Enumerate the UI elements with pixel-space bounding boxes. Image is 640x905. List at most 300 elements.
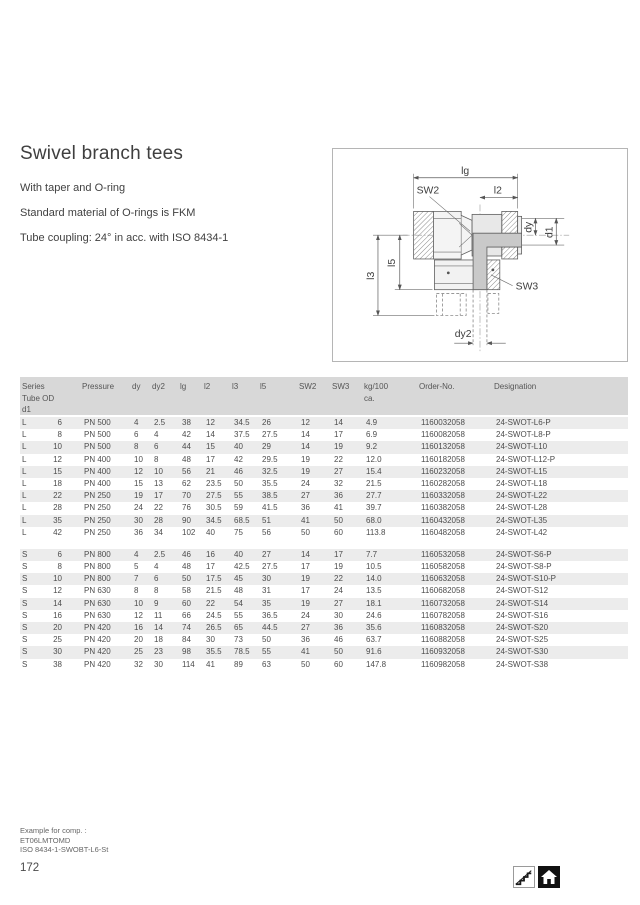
cell-pressure: PN 630 <box>84 598 111 608</box>
cell-order-no: 1160382058 <box>421 503 465 513</box>
cell-sw2: 12 <box>301 418 310 427</box>
cell-l3: 75 <box>234 527 243 537</box>
cell-pressure: PN 250 <box>84 491 111 501</box>
cell-l5: 50 <box>262 635 271 645</box>
table-row <box>20 646 628 658</box>
cell-l2: 27.5 <box>206 491 222 501</box>
cell-dy: 10 <box>134 598 143 608</box>
cell-designation: 24-SWOT-L12-P <box>496 454 556 464</box>
dim-label-l5: l5 <box>386 258 398 267</box>
dim-label-l3: l3 <box>366 271 377 280</box>
cell-l3: 48 <box>234 586 243 596</box>
cell-tube-od: 6 <box>57 418 62 427</box>
cell-sw3: 17 <box>334 430 343 440</box>
cell-l3: 54 <box>234 598 243 608</box>
cell-pressure: PN 500 <box>84 430 111 440</box>
cell-l5: 44.5 <box>262 623 278 632</box>
cell-kg-100: 9.2 <box>366 442 378 452</box>
cell-lg: 70 <box>182 491 191 501</box>
cell-tube-od: 16 <box>53 610 62 620</box>
cell-sw3: 46 <box>334 635 343 645</box>
cell-dy2: 9 <box>154 598 159 608</box>
header-sw2: SW2 <box>299 382 317 391</box>
cell-sw2: 19 <box>301 454 310 464</box>
cell-sw3: 27 <box>334 598 343 608</box>
cell-sw3: 50 <box>334 647 343 657</box>
cell-l2: 21.5 <box>206 586 222 596</box>
dim-label-dy2: dy2 <box>454 329 472 341</box>
cell-designation: 24-SWOT-S14 <box>496 598 549 608</box>
spec-table-body <box>20 417 628 671</box>
cell-dy: 24 <box>134 503 143 513</box>
cell-dy2: 30 <box>154 659 163 669</box>
cell-l2: 21 <box>206 466 215 476</box>
cell-kg-100: 6.9 <box>366 430 378 440</box>
cell-l2: 22 <box>206 598 215 608</box>
cell-l5: 35.5 <box>262 478 278 488</box>
cell-tube-od: 15 <box>53 466 62 476</box>
cell-order-no: 1160832058 <box>421 623 465 632</box>
cell-sw3: 14 <box>334 418 343 427</box>
cell-lg: 42 <box>182 430 191 440</box>
cell-designation: 24-SWOT-L18 <box>496 478 548 488</box>
cell-l3: 55 <box>234 491 243 501</box>
footer-example <box>20 826 108 855</box>
cell-l5: 55 <box>262 647 271 657</box>
cell-l3: 40 <box>234 549 243 559</box>
header-designation: Designation <box>494 382 537 391</box>
cell-l2: 16 <box>206 549 215 559</box>
table-row <box>20 659 628 671</box>
cell-kg-100: 35.6 <box>366 623 382 632</box>
cell-kg-100: 7.7 <box>366 549 378 559</box>
cell-dy: 8 <box>134 586 139 596</box>
cell-l5: 36.5 <box>262 610 278 620</box>
dim-label-dy: dy <box>523 221 535 233</box>
cell-order-no: 1160682058 <box>421 586 465 596</box>
cell-series: S <box>22 598 28 608</box>
intro-line-1: With taper and O-ring <box>20 182 126 194</box>
cell-l3: 37.5 <box>234 430 250 440</box>
cell-kg-100: 21.5 <box>366 478 382 488</box>
table-row <box>20 502 628 514</box>
cell-pressure: PN 420 <box>84 635 111 645</box>
cell-sw2: 36 <box>301 635 310 645</box>
example-label: Example for comp. : <box>20 826 87 835</box>
cell-pressure: PN 400 <box>84 454 111 464</box>
cell-pressure: PN 250 <box>84 527 111 537</box>
intro-line-2: Standard material of O-rings is FKM <box>20 207 196 219</box>
header-series: Series <box>22 382 45 391</box>
cell-dy: 7 <box>134 574 139 584</box>
cell-sw2: 24 <box>301 478 310 488</box>
cell-designation: 24-SWOT-L28 <box>496 503 548 513</box>
cell-series: L <box>22 454 27 464</box>
cell-order-no: 1160082058 <box>421 430 465 440</box>
cell-kg-100: 18.1 <box>366 598 382 608</box>
cell-sw3: 27 <box>334 466 343 476</box>
cell-sw2: 14 <box>301 442 310 452</box>
cell-dy: 4 <box>134 418 139 427</box>
cell-series: L <box>22 515 27 525</box>
cell-kg-100: 13.5 <box>366 586 382 596</box>
cell-lg: 48 <box>182 562 191 572</box>
cell-order-no: 1160982058 <box>421 659 465 669</box>
cell-l5: 29 <box>262 442 271 452</box>
cell-sw2: 41 <box>301 647 310 657</box>
cell-dy2: 8 <box>154 454 159 464</box>
cell-dy: 32 <box>134 659 143 669</box>
footer-icons <box>513 866 560 888</box>
cell-dy: 5 <box>134 562 139 572</box>
spec-table <box>20 377 628 671</box>
table-row <box>20 466 628 478</box>
cell-sw2: 19 <box>301 466 310 476</box>
cell-tube-od: 12 <box>53 454 62 464</box>
cell-lg: 76 <box>182 503 191 513</box>
header-order-no: Order-No. <box>419 382 455 391</box>
cell-designation: 24-SWOT-S38 <box>496 659 549 669</box>
header-pressure: Pressure <box>82 382 115 391</box>
table-row <box>20 478 628 490</box>
cell-lg: 84 <box>182 635 191 645</box>
cell-sw2: 24 <box>301 610 310 620</box>
cell-order-no: 1160782058 <box>421 610 465 620</box>
cell-pressure: PN 420 <box>84 623 111 632</box>
cell-dy2: 13 <box>154 478 163 488</box>
cell-dy2: 6 <box>154 574 159 584</box>
cell-sw3: 36 <box>334 491 343 501</box>
table-row <box>20 417 628 429</box>
cell-lg: 56 <box>182 466 191 476</box>
cell-designation: 24-SWOT-L42 <box>496 527 548 537</box>
cell-dy: 30 <box>134 515 143 525</box>
cell-dy: 36 <box>134 527 143 537</box>
cell-dy: 12 <box>134 466 143 476</box>
cell-series: S <box>22 610 28 620</box>
cell-dy2: 8 <box>154 586 159 596</box>
cell-sw2: 17 <box>301 586 310 596</box>
cell-designation: 24-SWOT-S10-P <box>496 574 557 584</box>
cell-l3: 73 <box>234 635 243 645</box>
cell-l3: 42.5 <box>234 562 250 572</box>
header-kg-line2: ca. <box>364 393 375 403</box>
cell-l5: 38.5 <box>262 491 278 501</box>
cell-tube-od: 25 <box>53 635 62 645</box>
cell-lg: 102 <box>182 527 196 537</box>
cell-designation: 24-SWOT-S25 <box>496 635 549 645</box>
cell-series: S <box>22 549 28 559</box>
cell-sw3: 36 <box>334 623 343 632</box>
cell-series: S <box>22 635 28 645</box>
stairs-icon <box>513 866 535 888</box>
cell-l3: 40 <box>234 442 243 452</box>
cell-lg: 114 <box>182 659 195 669</box>
cell-sw2: 19 <box>301 574 310 584</box>
cell-series: L <box>22 478 27 488</box>
cell-sw2: 19 <box>301 598 310 608</box>
cell-sw3: 17 <box>334 549 343 559</box>
cell-order-no: 1160432058 <box>421 515 465 525</box>
cell-designation: 24-SWOT-S6-P <box>496 549 552 559</box>
table-row <box>20 610 628 622</box>
cell-pressure: PN 420 <box>84 647 111 657</box>
cell-kg-100: 39.7 <box>366 503 382 513</box>
cell-sw3: 24 <box>334 586 343 596</box>
cell-tube-od: 8 <box>57 430 62 440</box>
cell-kg-100: 91.6 <box>366 647 382 657</box>
cell-lg: 50 <box>182 574 191 584</box>
cell-tube-od: 10 <box>53 574 62 584</box>
cell-sw2: 17 <box>301 562 310 572</box>
cell-series: S <box>22 659 28 669</box>
cell-lg: 62 <box>182 478 191 488</box>
cell-pressure: PN 420 <box>84 659 111 669</box>
cell-series: S <box>22 647 28 657</box>
cell-dy: 10 <box>134 454 143 464</box>
header-lg: lg <box>180 382 187 391</box>
cell-l2: 15 <box>206 442 215 452</box>
cell-order-no: 1160132058 <box>421 442 465 452</box>
cell-sw2: 27 <box>301 623 310 632</box>
tee-diagram-box <box>332 148 628 362</box>
cell-l5: 32.5 <box>262 466 278 476</box>
cell-series: L <box>22 418 27 427</box>
header-kg-line1: kg/100 <box>364 382 389 391</box>
table-row <box>20 634 628 646</box>
cell-l5: 63 <box>262 659 271 669</box>
header-sw3: SW3 <box>332 382 350 391</box>
cell-l5: 30 <box>262 574 271 584</box>
cell-l5: 51 <box>262 515 271 525</box>
cell-sw3: 22 <box>334 574 343 584</box>
cell-lg: 60 <box>182 598 191 608</box>
cell-sw3: 30 <box>334 610 343 620</box>
cell-dy2: 18 <box>154 635 163 645</box>
cell-kg-100: 63.7 <box>366 635 382 645</box>
cell-tube-od: 20 <box>53 623 62 632</box>
cell-l3: 34.5 <box>234 418 250 427</box>
cell-l3: 68.5 <box>234 515 250 525</box>
cell-pressure: PN 250 <box>84 515 111 525</box>
cell-kg-100: 27.7 <box>366 491 382 501</box>
cell-l2: 14 <box>206 430 215 440</box>
cell-dy: 15 <box>134 478 143 488</box>
cell-kg-100: 24.6 <box>366 610 382 620</box>
cell-pressure: PN 400 <box>84 478 111 488</box>
cell-order-no: 1160632058 <box>421 574 465 584</box>
cell-sw3: 19 <box>334 562 343 572</box>
cell-dy: 8 <box>134 442 139 452</box>
header-dy: dy <box>132 382 141 391</box>
cell-series: L <box>22 527 27 537</box>
cell-l2: 30 <box>206 635 215 645</box>
cell-lg: 58 <box>182 586 191 596</box>
cell-pressure: PN 630 <box>84 586 111 596</box>
cell-pressure: PN 400 <box>84 466 111 476</box>
cell-tube-od: 22 <box>53 491 62 501</box>
cell-kg-100: 12.0 <box>366 454 382 464</box>
cell-lg: 48 <box>182 454 191 464</box>
cell-sw3: 19 <box>334 442 343 452</box>
cell-l5: 27.5 <box>262 430 278 440</box>
cell-dy2: 4 <box>154 430 159 440</box>
cell-l5: 27.5 <box>262 562 278 572</box>
header-kg-100 <box>364 381 419 415</box>
cell-sw2: 14 <box>301 430 310 440</box>
cell-lg: 38 <box>182 418 191 427</box>
cell-dy2: 28 <box>154 515 163 525</box>
cell-l2: 24.5 <box>206 610 222 620</box>
cell-kg-100: 10.5 <box>366 562 382 572</box>
cell-l5: 31 <box>262 586 271 596</box>
header-dy2: dy2 <box>152 382 165 391</box>
cell-l3: 55 <box>234 610 243 620</box>
cell-series: L <box>22 491 27 501</box>
cell-lg: 90 <box>182 515 191 525</box>
home-icon <box>538 866 560 888</box>
cell-pressure: PN 800 <box>84 562 111 572</box>
dim-label-sw3: SW3 <box>515 281 539 293</box>
cell-tube-od: 35 <box>53 515 62 525</box>
cell-pressure: PN 800 <box>84 549 111 559</box>
cell-designation: 24-SWOT-L8-P <box>496 430 551 440</box>
header-l3: l3 <box>232 382 239 391</box>
cell-lg: 74 <box>182 623 191 632</box>
cell-dy: 12 <box>134 610 143 620</box>
table-group-L <box>20 417 628 539</box>
cell-kg-100: 15.4 <box>366 466 382 476</box>
cell-tube-od: 10 <box>53 442 62 452</box>
cell-l3: 46 <box>234 466 243 476</box>
cell-pressure: PN 250 <box>84 503 111 513</box>
cell-dy2: 34 <box>154 527 163 537</box>
cell-l3: 78.5 <box>234 647 250 657</box>
cell-dy: 16 <box>134 623 143 632</box>
table-row <box>20 561 628 573</box>
header-series-od-d1 <box>20 381 82 415</box>
cell-l3: 65 <box>234 623 243 632</box>
cell-series: S <box>22 562 28 572</box>
cell-designation: 24-SWOT-S20 <box>496 623 549 632</box>
fitting-drawing <box>414 211 522 345</box>
tee-diagram <box>333 149 627 361</box>
cell-order-no: 1160582058 <box>421 562 465 572</box>
cell-kg-100: 68.0 <box>366 515 382 525</box>
cell-dy: 19 <box>134 491 143 501</box>
cell-tube-od: 30 <box>53 647 62 657</box>
cell-l2: 23.5 <box>206 478 222 488</box>
cell-lg: 44 <box>182 442 191 452</box>
cell-l2: 17 <box>206 454 215 464</box>
cell-designation: 24-SWOT-S12 <box>496 586 549 596</box>
intro-line-3: Tube coupling: 24° in acc. with ISO 8434-1 <box>20 232 229 244</box>
cell-lg: 66 <box>182 610 191 620</box>
cell-dy2: 2.5 <box>154 418 166 427</box>
cell-designation: 24-SWOT-S16 <box>496 610 549 620</box>
cell-kg-100: 14.0 <box>366 574 382 584</box>
example-code: ET06LMTOMD <box>20 835 71 845</box>
cell-l5: 41.5 <box>262 503 278 513</box>
cell-tube-od: 12 <box>53 586 62 596</box>
cell-sw3: 41 <box>334 503 343 513</box>
cell-designation: 24-SWOT-S8-P <box>496 562 552 572</box>
cell-designation: 24-SWOT-L6-P <box>496 418 551 427</box>
cell-sw2: 41 <box>301 515 310 525</box>
cell-dy2: 22 <box>154 503 163 513</box>
cell-designation: 24-SWOT-L10 <box>496 442 548 452</box>
cell-l3: 50 <box>234 478 243 488</box>
table-row <box>20 585 628 597</box>
cell-tube-od: 8 <box>57 562 62 572</box>
header-l2: l2 <box>204 382 211 391</box>
cell-tube-od: 38 <box>53 659 62 669</box>
cell-dy: 20 <box>134 635 143 645</box>
table-row <box>20 622 628 634</box>
cell-l2: 34.5 <box>206 515 222 525</box>
cell-l5: 29.5 <box>262 454 278 464</box>
header-tube-od: Tube OD <box>22 393 55 403</box>
cell-series: L <box>22 430 27 440</box>
cell-l2: 40 <box>206 527 215 537</box>
cell-sw2: 27 <box>301 491 310 501</box>
dimension-lines <box>373 174 564 343</box>
table-row <box>20 515 628 527</box>
cell-order-no: 1160182058 <box>421 454 465 464</box>
cell-dy2: 2.5 <box>154 549 166 559</box>
cell-l5: 27 <box>262 549 271 559</box>
cell-sw2: 14 <box>301 549 310 559</box>
cell-designation: 24-SWOT-L22 <box>496 491 548 501</box>
cell-series: L <box>22 503 27 513</box>
cell-sw2: 50 <box>301 527 310 537</box>
cell-dy2: 6 <box>154 442 159 452</box>
cell-series: L <box>22 442 27 452</box>
cell-l2: 30.5 <box>206 503 222 513</box>
header-l5: l5 <box>260 382 267 391</box>
cell-l2: 26.5 <box>206 623 222 632</box>
cell-l5: 35 <box>262 598 271 608</box>
cell-dy2: 17 <box>154 491 163 501</box>
cell-kg-100: 4.9 <box>366 418 378 427</box>
cell-kg-100: 147.8 <box>366 659 387 669</box>
cell-tube-od: 6 <box>57 549 62 559</box>
dim-label-lg: lg <box>461 165 470 177</box>
cell-dy: 4 <box>134 549 139 559</box>
cell-designation: 24-SWOT-S30 <box>496 647 549 657</box>
cell-sw3: 60 <box>334 527 343 537</box>
page-title: Swivel branch tees <box>20 143 184 164</box>
table-row <box>20 549 628 561</box>
cell-dy2: 14 <box>154 623 163 632</box>
cell-sw2: 36 <box>301 503 310 513</box>
dim-label-l2: l2 <box>493 185 502 197</box>
cell-l5: 26 <box>262 418 271 427</box>
header-d1: d1 <box>22 405 31 414</box>
cell-order-no: 1160932058 <box>421 647 465 657</box>
cell-designation: 24-SWOT-L35 <box>496 515 548 525</box>
cell-sw2: 50 <box>301 659 310 669</box>
cell-l3: 42 <box>234 454 243 464</box>
cell-series: S <box>22 586 28 596</box>
intro-block <box>20 143 320 257</box>
cell-dy2: 23 <box>154 647 163 657</box>
table-header <box>20 377 628 415</box>
cell-sw3: 22 <box>334 454 343 464</box>
cell-order-no: 1160232058 <box>421 466 465 476</box>
cell-l3: 59 <box>234 503 243 513</box>
cell-pressure: PN 800 <box>84 574 111 584</box>
